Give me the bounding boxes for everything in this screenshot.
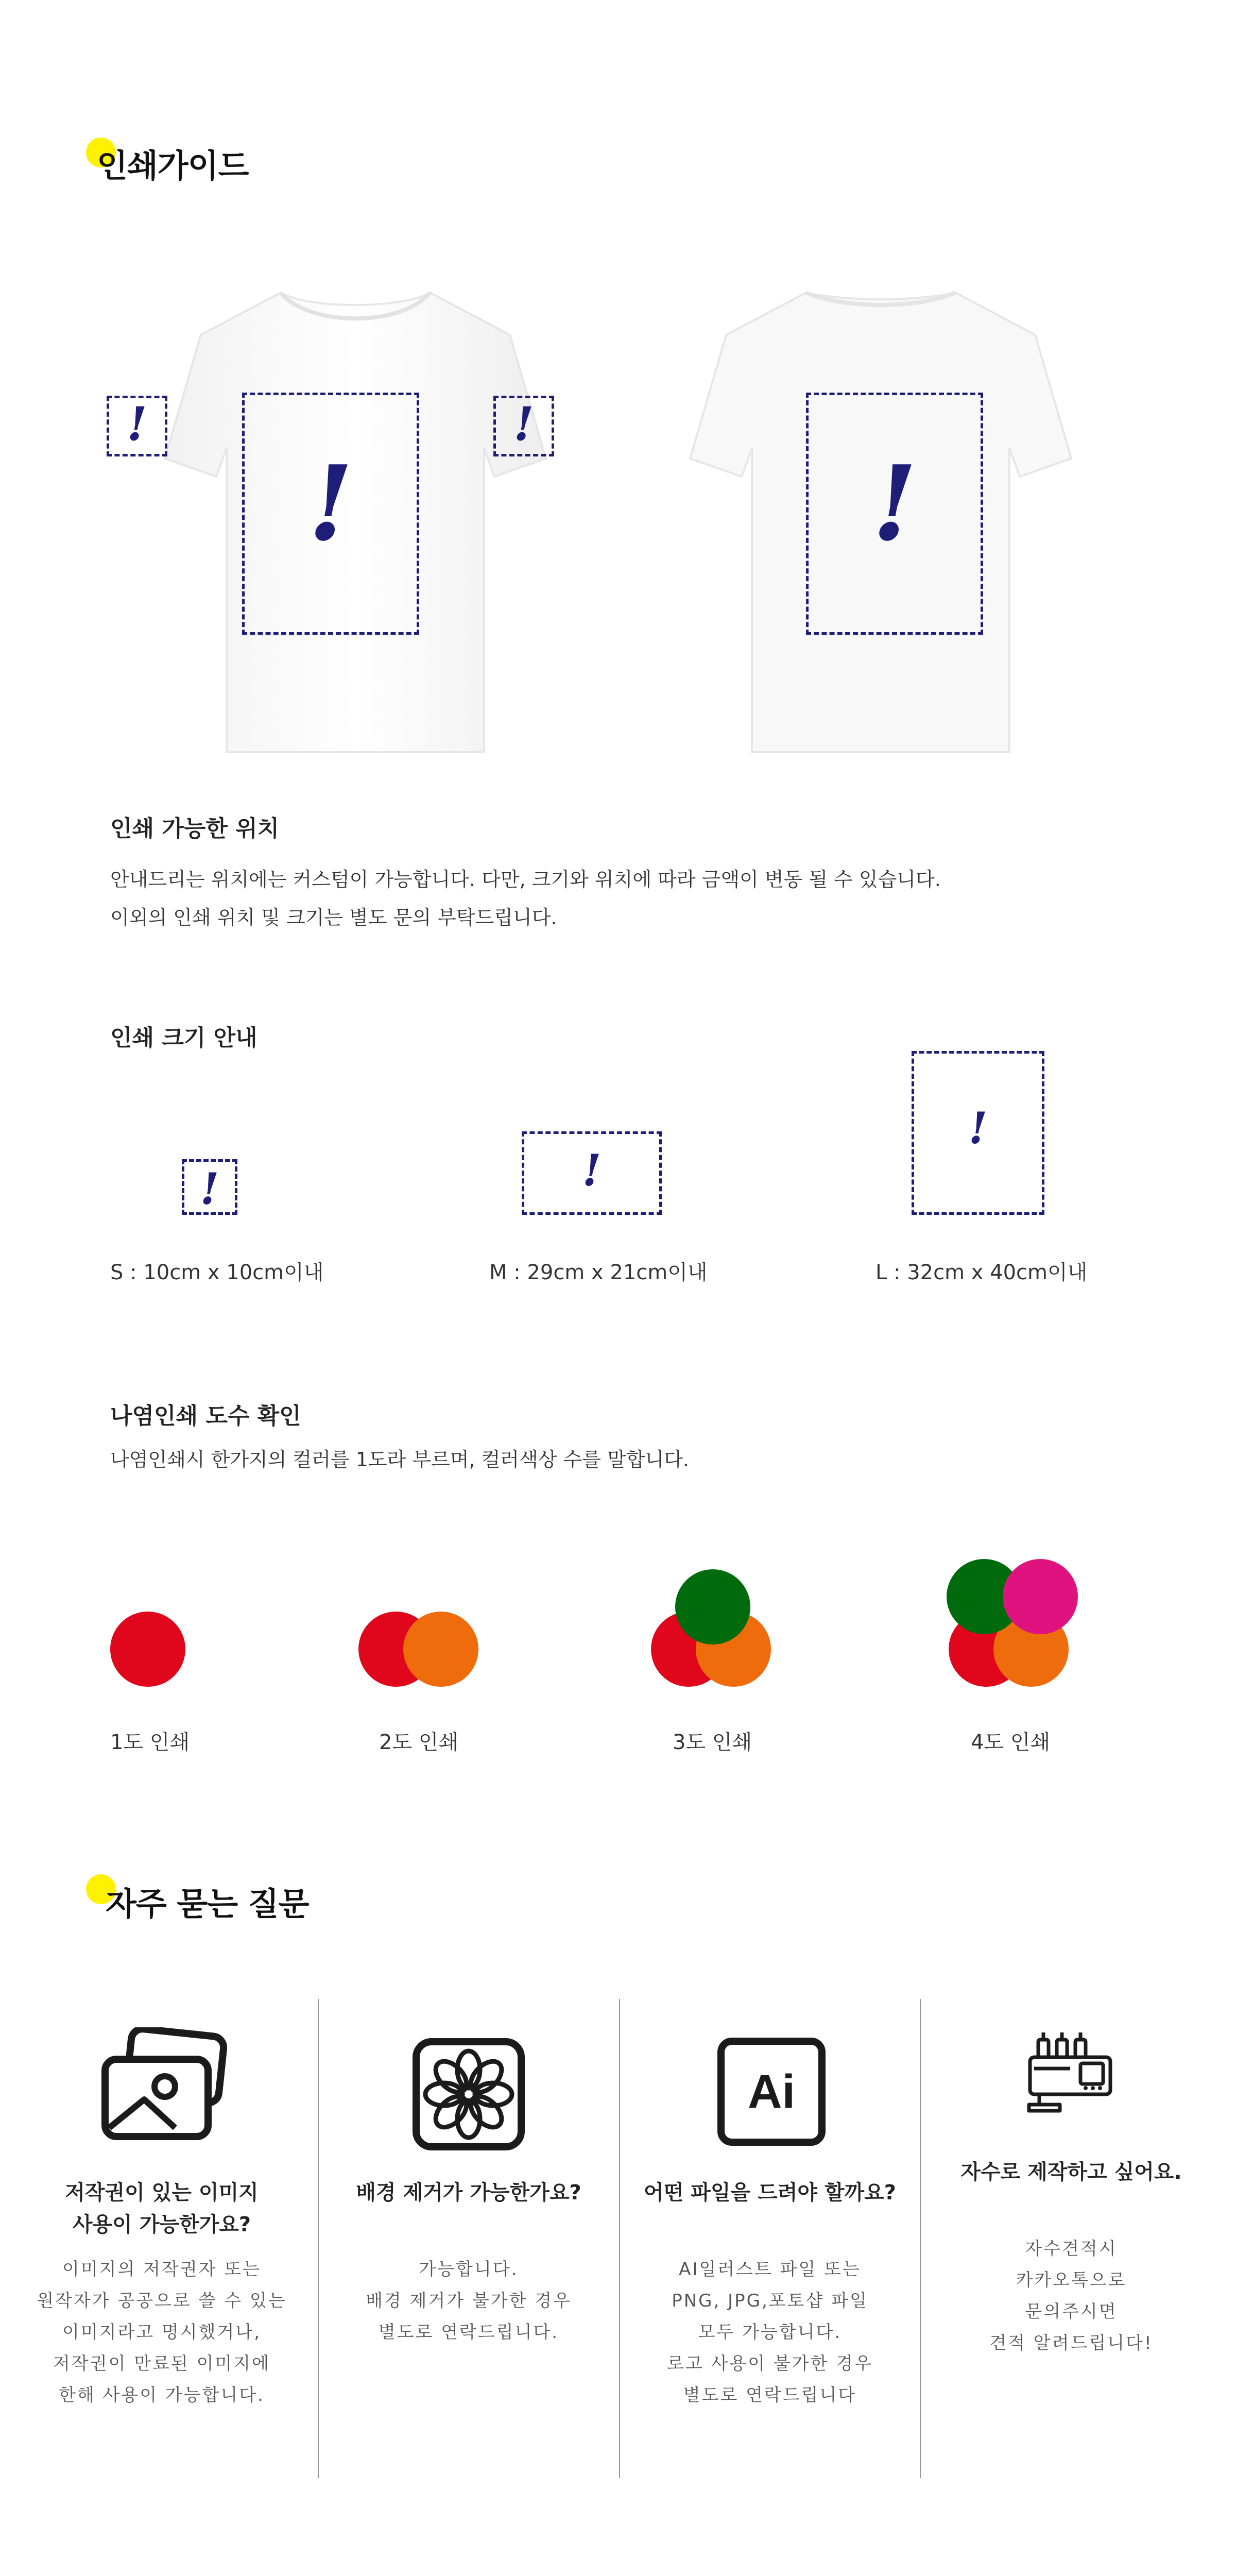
faq-divider-3 [920, 1999, 921, 2478]
faq-answer-line: 가능합니다. [419, 2259, 519, 2280]
faq-answer-line: AI일러스트 파일 또는 [679, 2259, 861, 2280]
faq-divider-1 [318, 1999, 319, 2478]
size-title: 인쇄 크기 안내 [110, 1025, 258, 1051]
faq-answer-line: 별도로 연락드립니다 [683, 2385, 857, 2405]
faq-answer-line: 자수견적시 [1025, 2239, 1118, 2259]
faq-answer-line: PNG, JPG,포토샵 파일 [672, 2291, 868, 2311]
faq-answer-line: 이미지의 저작권자 또는 [62, 2259, 262, 2280]
ink-1-label: 1도 인쇄 [110, 1731, 190, 1754]
faq-item-file-format [626, 2177, 914, 2411]
faq-answer-line: 문의주시면 [1025, 2301, 1118, 2322]
flower-pattern-icon [412, 2038, 525, 2151]
ink-3-label: 3도 인쇄 [673, 1731, 752, 1754]
faq-answer-line: 저작권이 만료된 이미지에 [53, 2353, 270, 2374]
faq-answer-line: 견적 알려드립니다! [989, 2333, 1153, 2353]
position-title: 인쇄 가능한 위치 [110, 816, 280, 842]
faq-item-background [324, 2177, 613, 2348]
ink-2-orange-circle [403, 1612, 478, 1687]
faq-divider-2 [619, 1999, 620, 2478]
faq-answer-line: 별도로 연락드립니다. [378, 2322, 559, 2343]
faq-answer-line: 원작자가 공공으로 쓸 수 있는 [37, 2291, 287, 2311]
faq-answer-line: 한해 사용이 가능합니다. [59, 2385, 265, 2405]
guide-title: 인쇄가이드 [97, 147, 249, 184]
faq-answer-line: 로고 사용이 불가한 경우 [667, 2353, 873, 2374]
image-gallery-icon [98, 2027, 232, 2151]
position-desc-line-1: 안내드리는 위치에는 커스텀이 가능합니다. 다만, 크기와 위치에 따라 금액이 변동 될 수 있습니다. [110, 868, 941, 891]
left-sleeve-marker-icon: ! [127, 397, 147, 451]
size-l-marker-icon: ! [968, 1103, 988, 1154]
faq-question-line: 자수로 제작하고 싶어요. [960, 2160, 1182, 2184]
front-chest-marker-icon: ! [308, 443, 353, 564]
faq-question-line: 배경 제거가 가능한가요? [356, 2181, 581, 2205]
size-m-marker-icon: ! [582, 1145, 602, 1196]
illustrator-file-icon-text: Ai [748, 2065, 795, 2118]
faq-question-line: 어떤 파일을 드려야 할까요? [643, 2181, 897, 2205]
ink-desc: 나염인쇄시 한가지의 컬러를 1도라 부르며, 컬러색상 수를 말합니다. [110, 1448, 690, 1471]
faq-answer-line: 배경 제거가 불가한 경우 [366, 2291, 572, 2311]
faq-title: 자주 묻는 질문 [106, 1885, 309, 1923]
ink-2-label: 2도 인쇄 [379, 1731, 459, 1754]
faq-answer-line: 모두 가능합니다. [698, 2322, 842, 2343]
illustrator-file-icon [717, 2038, 826, 2146]
faq-item-copyright [18, 2177, 306, 2411]
embroidery-machine-icon [1024, 2022, 1117, 2115]
ink-4-label: 4도 인쇄 [971, 1731, 1051, 1754]
position-desc-line-2: 이외의 인쇄 위치 및 크기는 별도 문의 부탁드립니다. [110, 906, 557, 929]
size-m-label: M : 29cm x 21cm이내 [489, 1261, 708, 1284]
right-sleeve-marker-icon: ! [513, 397, 534, 451]
faq-question-line: 저작권이 있는 이미지 [65, 2181, 259, 2205]
size-s-marker-icon: ! [200, 1163, 219, 1214]
faq-question-line: 사용이 가능한가요? [72, 2213, 251, 2236]
size-s-label: S : 10cm x 10cm이내 [110, 1261, 324, 1284]
back-marker-icon: ! [872, 443, 917, 564]
faq-item-embroidery [927, 2156, 1215, 2359]
ink-4-magenta-circle [1003, 1559, 1078, 1634]
faq-answer-line: 이미지라고 명시했거나, [62, 2322, 262, 2343]
faq-answer-line: 카카오톡으로 [1016, 2270, 1127, 2291]
ink-1-red-circle [110, 1612, 185, 1687]
ink-3-green-circle [675, 1569, 750, 1645]
ink-title: 나염인쇄 도수 확인 [110, 1403, 301, 1429]
size-l-label: L : 32cm x 40cm이내 [876, 1261, 1088, 1284]
